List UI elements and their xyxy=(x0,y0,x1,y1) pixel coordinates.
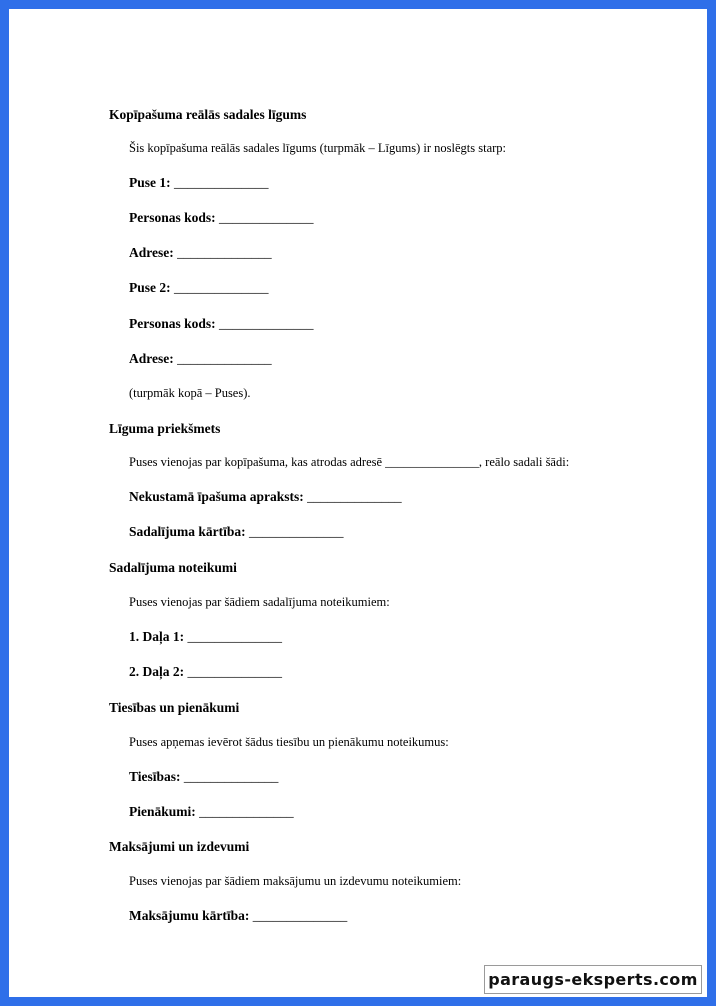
property-description-blank: ______________ xyxy=(307,489,402,504)
party1-address-blank: ______________ xyxy=(177,245,272,260)
party1-blank: ______________ xyxy=(174,175,269,190)
property-description-label: Nekustamā īpašuma apraksts: xyxy=(129,489,304,504)
party2-address-label: Adrese: xyxy=(129,351,174,366)
part1-label: 1. Daļa 1: xyxy=(129,629,185,644)
division-order-field xyxy=(129,525,344,539)
document-page xyxy=(9,9,707,997)
duties-label: Pienākumi: xyxy=(129,804,196,819)
duties-blank: ______________ xyxy=(199,804,294,819)
parties-note: (turpmāk kopā – Puses). xyxy=(129,386,251,400)
party2-id-blank: ______________ xyxy=(219,316,314,331)
part1-blank: ______________ xyxy=(187,629,282,644)
division-order-label: Sadalījuma kārtība: xyxy=(129,524,246,539)
intro-paragraph: Šis kopīpašuma reālās sadales līgums (turpmāk – Līgums) ir noslēgts starp: xyxy=(129,141,507,155)
section-rights-heading: Tiesības un pienākumi xyxy=(109,700,240,715)
section-terms-text: Puses vienojas par šādiem sadalījuma noteikumiem: xyxy=(129,595,390,609)
property-description-field xyxy=(129,490,402,504)
party2-blank: ______________ xyxy=(174,280,269,295)
section-subject-text: Puses vienojas par kopīpašuma, kas atrodas adresē _______________, reālo sadali šādi: xyxy=(129,455,570,469)
party1-label: Puse 1: xyxy=(129,175,171,190)
section-rights-text: Puses apņemas ievērot šādus tiesību un pienākumu noteikumus: xyxy=(129,735,449,749)
section-terms-heading: Sadalījuma noteikumi xyxy=(109,560,237,575)
part2-field xyxy=(129,665,282,679)
payment-order-field xyxy=(129,909,347,923)
part2-blank: ______________ xyxy=(187,664,282,679)
rights-blank: ______________ xyxy=(183,769,279,784)
part2-label: 2. Daļa 2: xyxy=(129,664,185,679)
watermark-badge: paraugs-eksperts.com xyxy=(484,965,702,994)
rights-field xyxy=(129,770,278,784)
party2-field xyxy=(129,281,269,295)
section-payments-heading: Maksājumi un izdevumi xyxy=(109,839,250,854)
party1-id-field xyxy=(129,211,314,225)
party1-field xyxy=(129,176,269,190)
party2-address-blank: ______________ xyxy=(177,351,272,366)
rights-label: Tiesības: xyxy=(129,769,181,784)
section-subject-heading: Līguma priekšmets xyxy=(109,421,221,436)
part1-field xyxy=(129,630,282,644)
party2-address-field xyxy=(129,352,272,366)
party1-address-field xyxy=(129,246,272,260)
party2-label: Puse 2: xyxy=(129,280,171,295)
party2-id-field xyxy=(129,317,314,331)
payment-order-label: Maksājumu kārtība: xyxy=(129,908,250,923)
payment-order-blank: ______________ xyxy=(252,908,348,923)
division-order-blank: ______________ xyxy=(249,524,344,539)
party1-id-label: Personas kods: xyxy=(129,210,216,225)
party1-id-blank: ______________ xyxy=(219,210,314,225)
party1-address-label: Adrese: xyxy=(129,245,174,260)
party2-id-label: Personas kods: xyxy=(129,316,216,331)
duties-field xyxy=(129,805,294,819)
document-title: Kopīpašuma reālās sadales līgums xyxy=(109,107,307,122)
section-payments-text: Puses vienojas par šādiem maksājumu un izdevumu noteikumiem: xyxy=(129,874,462,888)
